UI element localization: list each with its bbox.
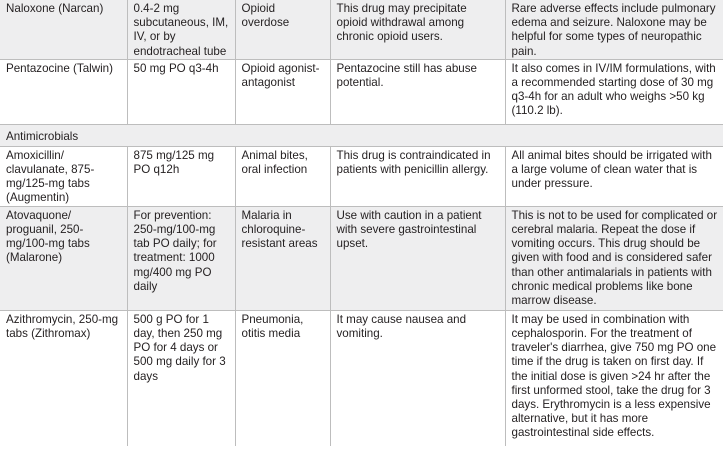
- indication: Animal bites, oral infection: [235, 146, 330, 206]
- comments: It also comes in IV/IM formulations, with a recommended starting dose of 30 mg q3-4h for an adult who weighs >50 kg (110.2 lb).: [505, 59, 723, 124]
- drug-name: Atovaquone/ proguanil, 250-mg/100-mg tabs (Malarone): [0, 206, 127, 310]
- section-header-row: [0, 124, 723, 146]
- section-title: Antimicrobials: [0, 124, 723, 146]
- drug-name: Amoxicillin/ clavulanate, 875-mg/125-mg tabs (Augmentin): [0, 146, 127, 206]
- comments: Rare adverse effects include pulmonary edema and seizure. Naloxone may be helpful for some types of neuropathic pain.: [505, 0, 723, 59]
- indication: Pneumonia, otitis media: [235, 310, 330, 446]
- drug-name: Pentazocine (Talwin): [0, 59, 127, 124]
- table-row: [0, 0, 723, 59]
- caution: Pentazocine still has abuse potential.: [330, 59, 505, 124]
- caution: This drug is contraindicated in patients with penicillin allergy.: [330, 146, 505, 206]
- caution: It may cause nausea and vomiting.: [330, 310, 505, 446]
- caution: This drug may precipitate opioid withdrawal among chronic opioid users.: [330, 0, 505, 59]
- table-row: [0, 310, 723, 446]
- caution: Use with caution in a patient with severe gastrointestinal upset.: [330, 206, 505, 310]
- dose: 0.4-2 mg subcutaneous, IM, IV, or by endotracheal tube: [127, 0, 235, 59]
- indication: Opioid agonist-antagonist: [235, 59, 330, 124]
- drug-name: Azithromycin, 250-mg tabs (Zithromax): [0, 310, 127, 446]
- comments: It may be used in combination with cephalosporin. For the treatment of traveler's diarrhea, give 750 mg PO one time if the drug is taken on first day. If the initial dose is given >24 hr after the first unformed stool, take the drug for 3 days. Erythromycin is a less expensive alternative, but it has more gastrointestinal side effects.: [505, 310, 723, 446]
- dose: For prevention: 250-mg/100-mg tab PO daily; for treatment: 1000 mg/400 mg PO daily: [127, 206, 235, 310]
- dose: 875 mg/125 mg PO q12h: [127, 146, 235, 206]
- comments: This is not to be used for complicated or cerebral malaria. Repeat the dose if vomiting occurs. This drug should be given with food and is considered safer than other antimalarials in patients with chronic medical problems like bone marrow disease.: [505, 206, 723, 310]
- table-row: [0, 59, 723, 124]
- indication: Opioid overdose: [235, 0, 330, 59]
- comments: All animal bites should be irrigated with a large volume of clean water that is under pressure.: [505, 146, 723, 206]
- dose: 50 mg PO q3-4h: [127, 59, 235, 124]
- table-row: [0, 146, 723, 206]
- dose: 500 g PO for 1 day, then 250 mg PO for 4 days or 500 mg daily for 3 days: [127, 310, 235, 446]
- table-row: [0, 206, 723, 310]
- drug-name: Naloxone (Narcan): [0, 0, 127, 59]
- indication: Malaria in chloroquine-resistant areas: [235, 206, 330, 310]
